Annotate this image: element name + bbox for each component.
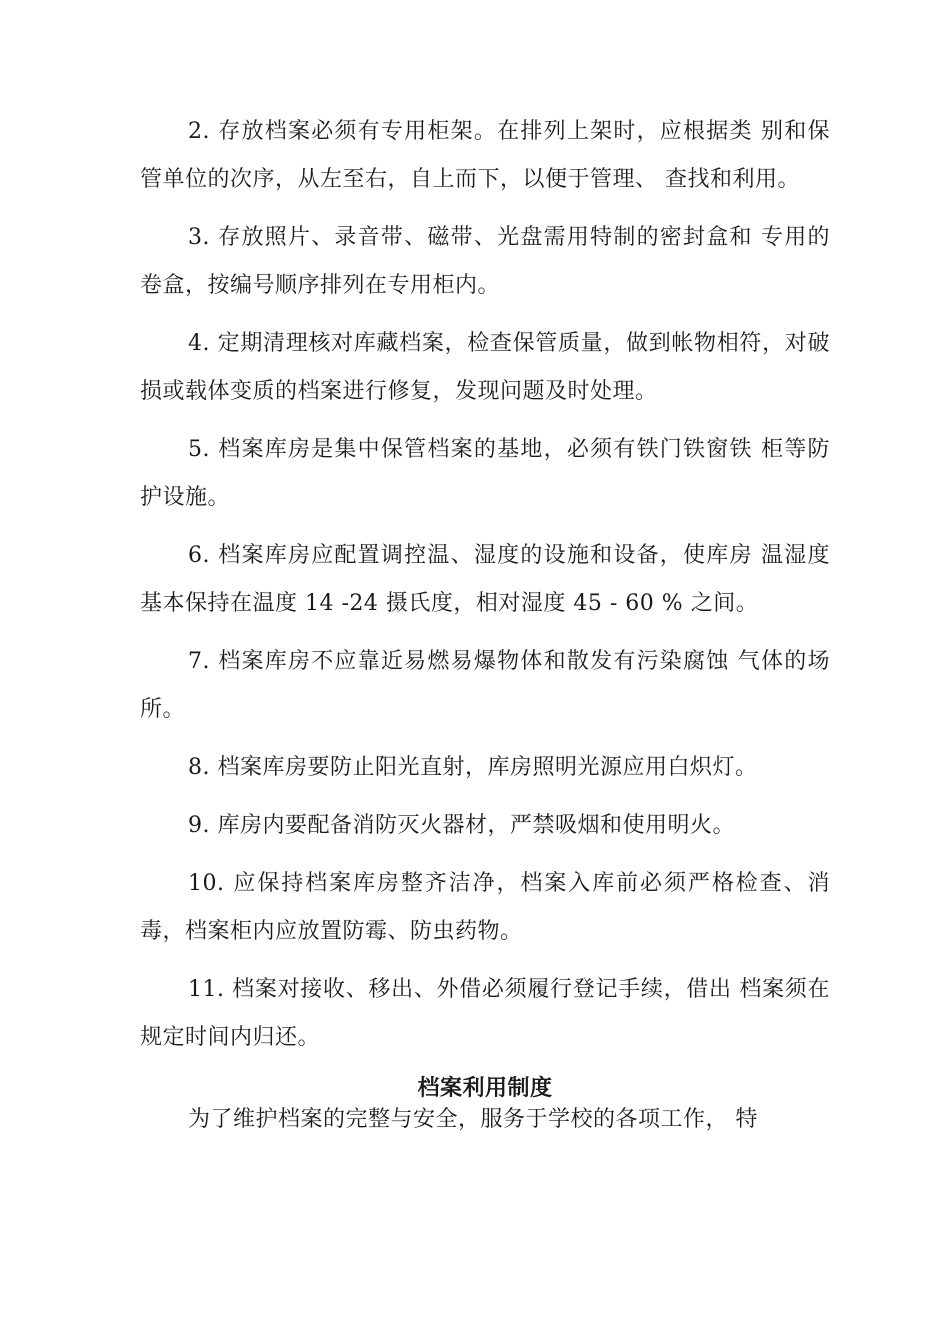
paragraph-item-5: 5. 档案库房是集中保管档案的基地，必须有铁门铁窗铁 柜等防护设施。 xyxy=(140,437,830,510)
paragraph-item-11: 11. 档案对接收、移出、外借必须履行登记手续，借出 档案须在规定时间内归还。 xyxy=(140,977,830,1050)
paragraph-item-8: 8. 档案库房要防止阳光直射，库房照明光源应用白炽灯。 xyxy=(188,755,758,780)
paragraph-item-3: 3. 存放照片、录音带、磁带、光盘需用特制的密封盒和 专用的卷盒，按编号顺序排列在专用柜内。 xyxy=(140,225,830,298)
paragraph-item-4: 4. 定期清理核对库藏档案，检查保管质量，做到帐物相符，对破损或载体变质的档案进行修复，发现问题及时处理。 xyxy=(140,331,830,404)
section-title: 档案利用制度 xyxy=(417,1075,553,1101)
paragraph-item-2: 2. 存放档案必须有专用柜架。在排列上架时，应根据类 别和保管单位的次序，从左至右，自上而下，以便于管理、 查找和利用。 xyxy=(140,119,830,192)
section-intro: 为了维护档案的完整与安全，服务于学校的各项工作， 特 xyxy=(188,1107,758,1132)
paragraph-item-9: 9. 库房内要配备消防灭火器材，严禁吸烟和使用明火。 xyxy=(188,813,735,838)
paragraph-item-6: 6. 档案库房应配置调控温、湿度的设施和设备，使库房 温湿度基本保持在温度 14 -24 摄氏度，相对湿度 45 - 60 % 之间。 xyxy=(140,543,830,616)
document-body xyxy=(140,108,830,1136)
paragraph-item-7: 7. 档案库房不应靠近易燃易爆物体和散发有污染腐蚀 气体的场所。 xyxy=(140,649,830,722)
paragraph-item-10: 10. 应保持档案库房整齐洁净，档案入库前必须严格检查、消毒，档案柜内应放置防霉、防虫药物。 xyxy=(140,871,830,944)
